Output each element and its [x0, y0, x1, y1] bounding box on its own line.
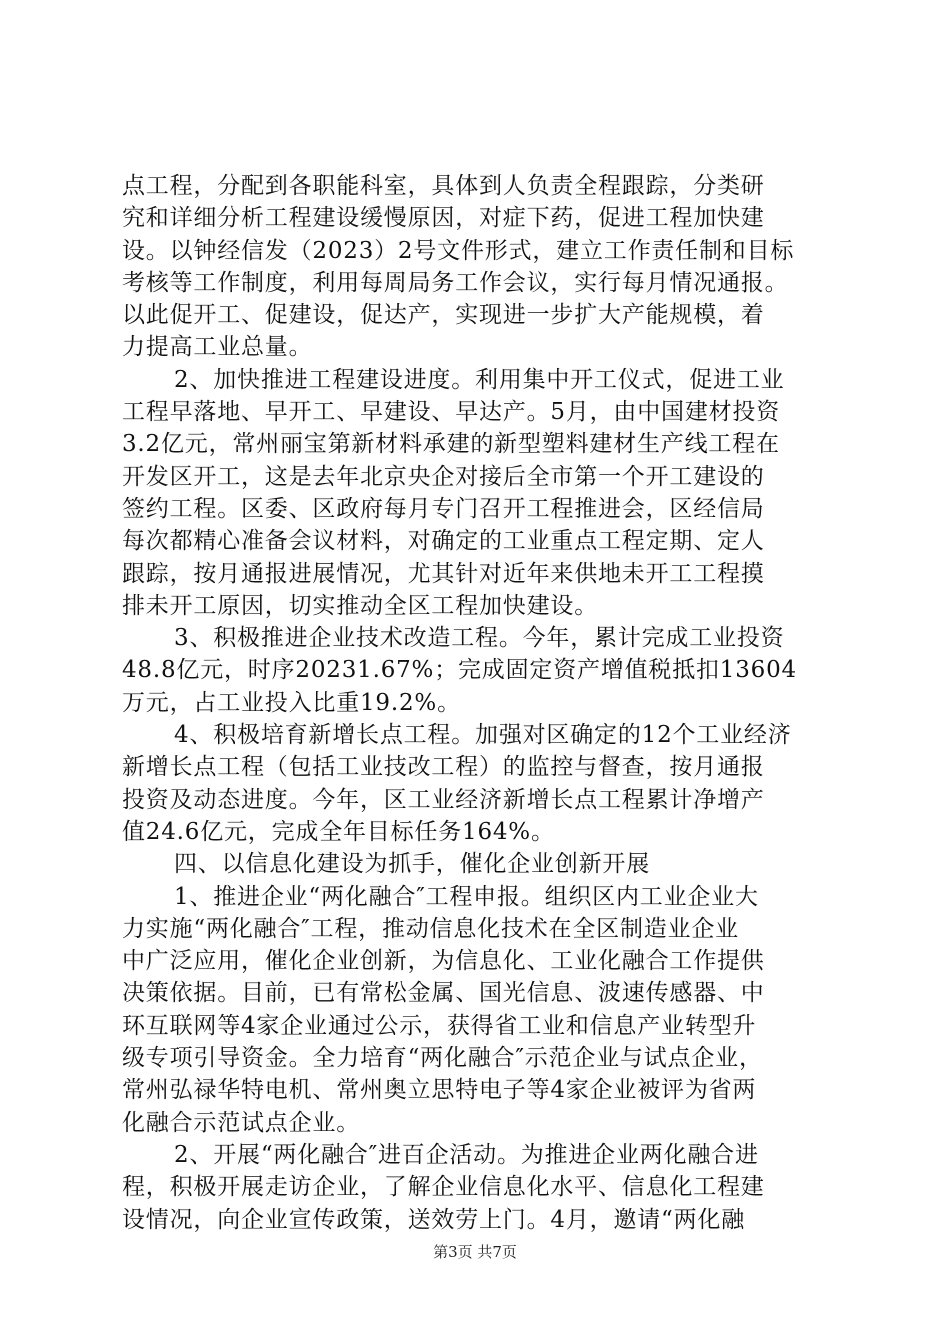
- text-line: 值24.6亿元，完成全年目标任务164%。: [122, 818, 555, 845]
- text-line: 四、以信息化建设为抓手，催化企业创新开展: [174, 851, 650, 878]
- text-line: 环互联网等4家企业通过公示，获得省工业和信息产业转型升: [122, 1012, 757, 1039]
- text-line: 排未开工原因，切实推动全区工程加快建设。: [122, 592, 598, 619]
- text-line: 48.8亿元，时序20231.67%；完成固定资产增值税抵扣13604: [122, 657, 797, 684]
- text-line: 程，积极开展走访企业，了解企业信息化水平、信息化工程建: [122, 1174, 765, 1201]
- text-line: 新增长点工程（包括工业技改工程）的监控与督查，按月通报: [122, 754, 765, 781]
- text-line: 常州弘禄华特电机、常州奥立思特电子等4家企业被评为省两: [122, 1077, 757, 1104]
- text-line: 级专项引导资金。全力培育“两化融合″示范企业与试点企业，: [122, 1045, 763, 1072]
- text-line: 2、开展“两化融合″进百企活动。为推进企业两化融合进: [174, 1141, 759, 1168]
- body-text: [122, 170, 844, 1236]
- text-line: 设情况，向企业宣传政策，送效劳上门。4月，邀请“两化融: [122, 1206, 745, 1233]
- text-line: 以此促开工、促建设，促达产，实现进一步扩大产能规模，着: [122, 302, 765, 329]
- text-line: 每次都精心准备会议材料，对确定的工业重点工程定期、定人: [122, 528, 765, 555]
- text-line: 究和详细分析工程建设缓慢原因，对症下药，促进工程加快建: [122, 205, 765, 232]
- text-line: 3.2亿元，常州丽宝第新材料承建的新型塑料建材生产线工程在: [122, 431, 780, 458]
- text-line: 设。以钟经信发（2023）2号文件形式，建立工作责任制和目标: [122, 237, 795, 264]
- text-line: 签约工程。区委、区政府每月专门召开工程推进会，区经信局: [122, 495, 765, 522]
- page-footer: 第3页 共7页: [433, 1243, 517, 1261]
- text-line: 化融合示范试点企业。: [122, 1109, 360, 1136]
- text-line: 4、积极培育新增长点工程。加强对区确定的12个工业经济: [174, 722, 792, 749]
- text-line: 决策依据。目前，已有常松金属、国光信息、波速传感器、中: [122, 980, 765, 1007]
- text-line: 力实施“两化融合″工程，推动信息化技术在全区制造业企业: [122, 915, 739, 942]
- text-line: 工程早落地、早开工、早建设、早达产。5月，由中国建材投资: [122, 399, 781, 426]
- text-line: 考核等工作制度，利用每周局务工作会议，实行每月情况通报。: [122, 269, 789, 296]
- text-line: 投资及动态进度。今年，区工业经济新增长点工程累计净增产: [122, 786, 765, 813]
- text-line: 开发区开工，这是去年北京央企对接后全市第一个开工建设的: [122, 463, 765, 490]
- text-line: 跟踪，按月通报进展情况，尤其针对近年来供地未开工工程摸: [122, 560, 765, 587]
- text-line: 2、加快推进工程建设进度。利用集中开工仪式，促进工业: [174, 366, 785, 393]
- text-line: 万元，占工业投入比重19.2%。: [122, 689, 461, 716]
- text-line: 3、积极推进企业技术改造工程。今年，累计完成工业投资: [174, 625, 785, 652]
- text-line: 1、推进企业“两化融合″工程申报。组织区内工业企业大: [174, 883, 759, 910]
- text-line: 力提高工业总量。: [122, 334, 313, 361]
- text-line: 中广泛应用，催化企业创新，为信息化、工业化融合工作提供: [122, 948, 765, 975]
- text-line: 点工程，分配到各职能科室，具体到人负责全程跟踪，分类研: [122, 173, 765, 199]
